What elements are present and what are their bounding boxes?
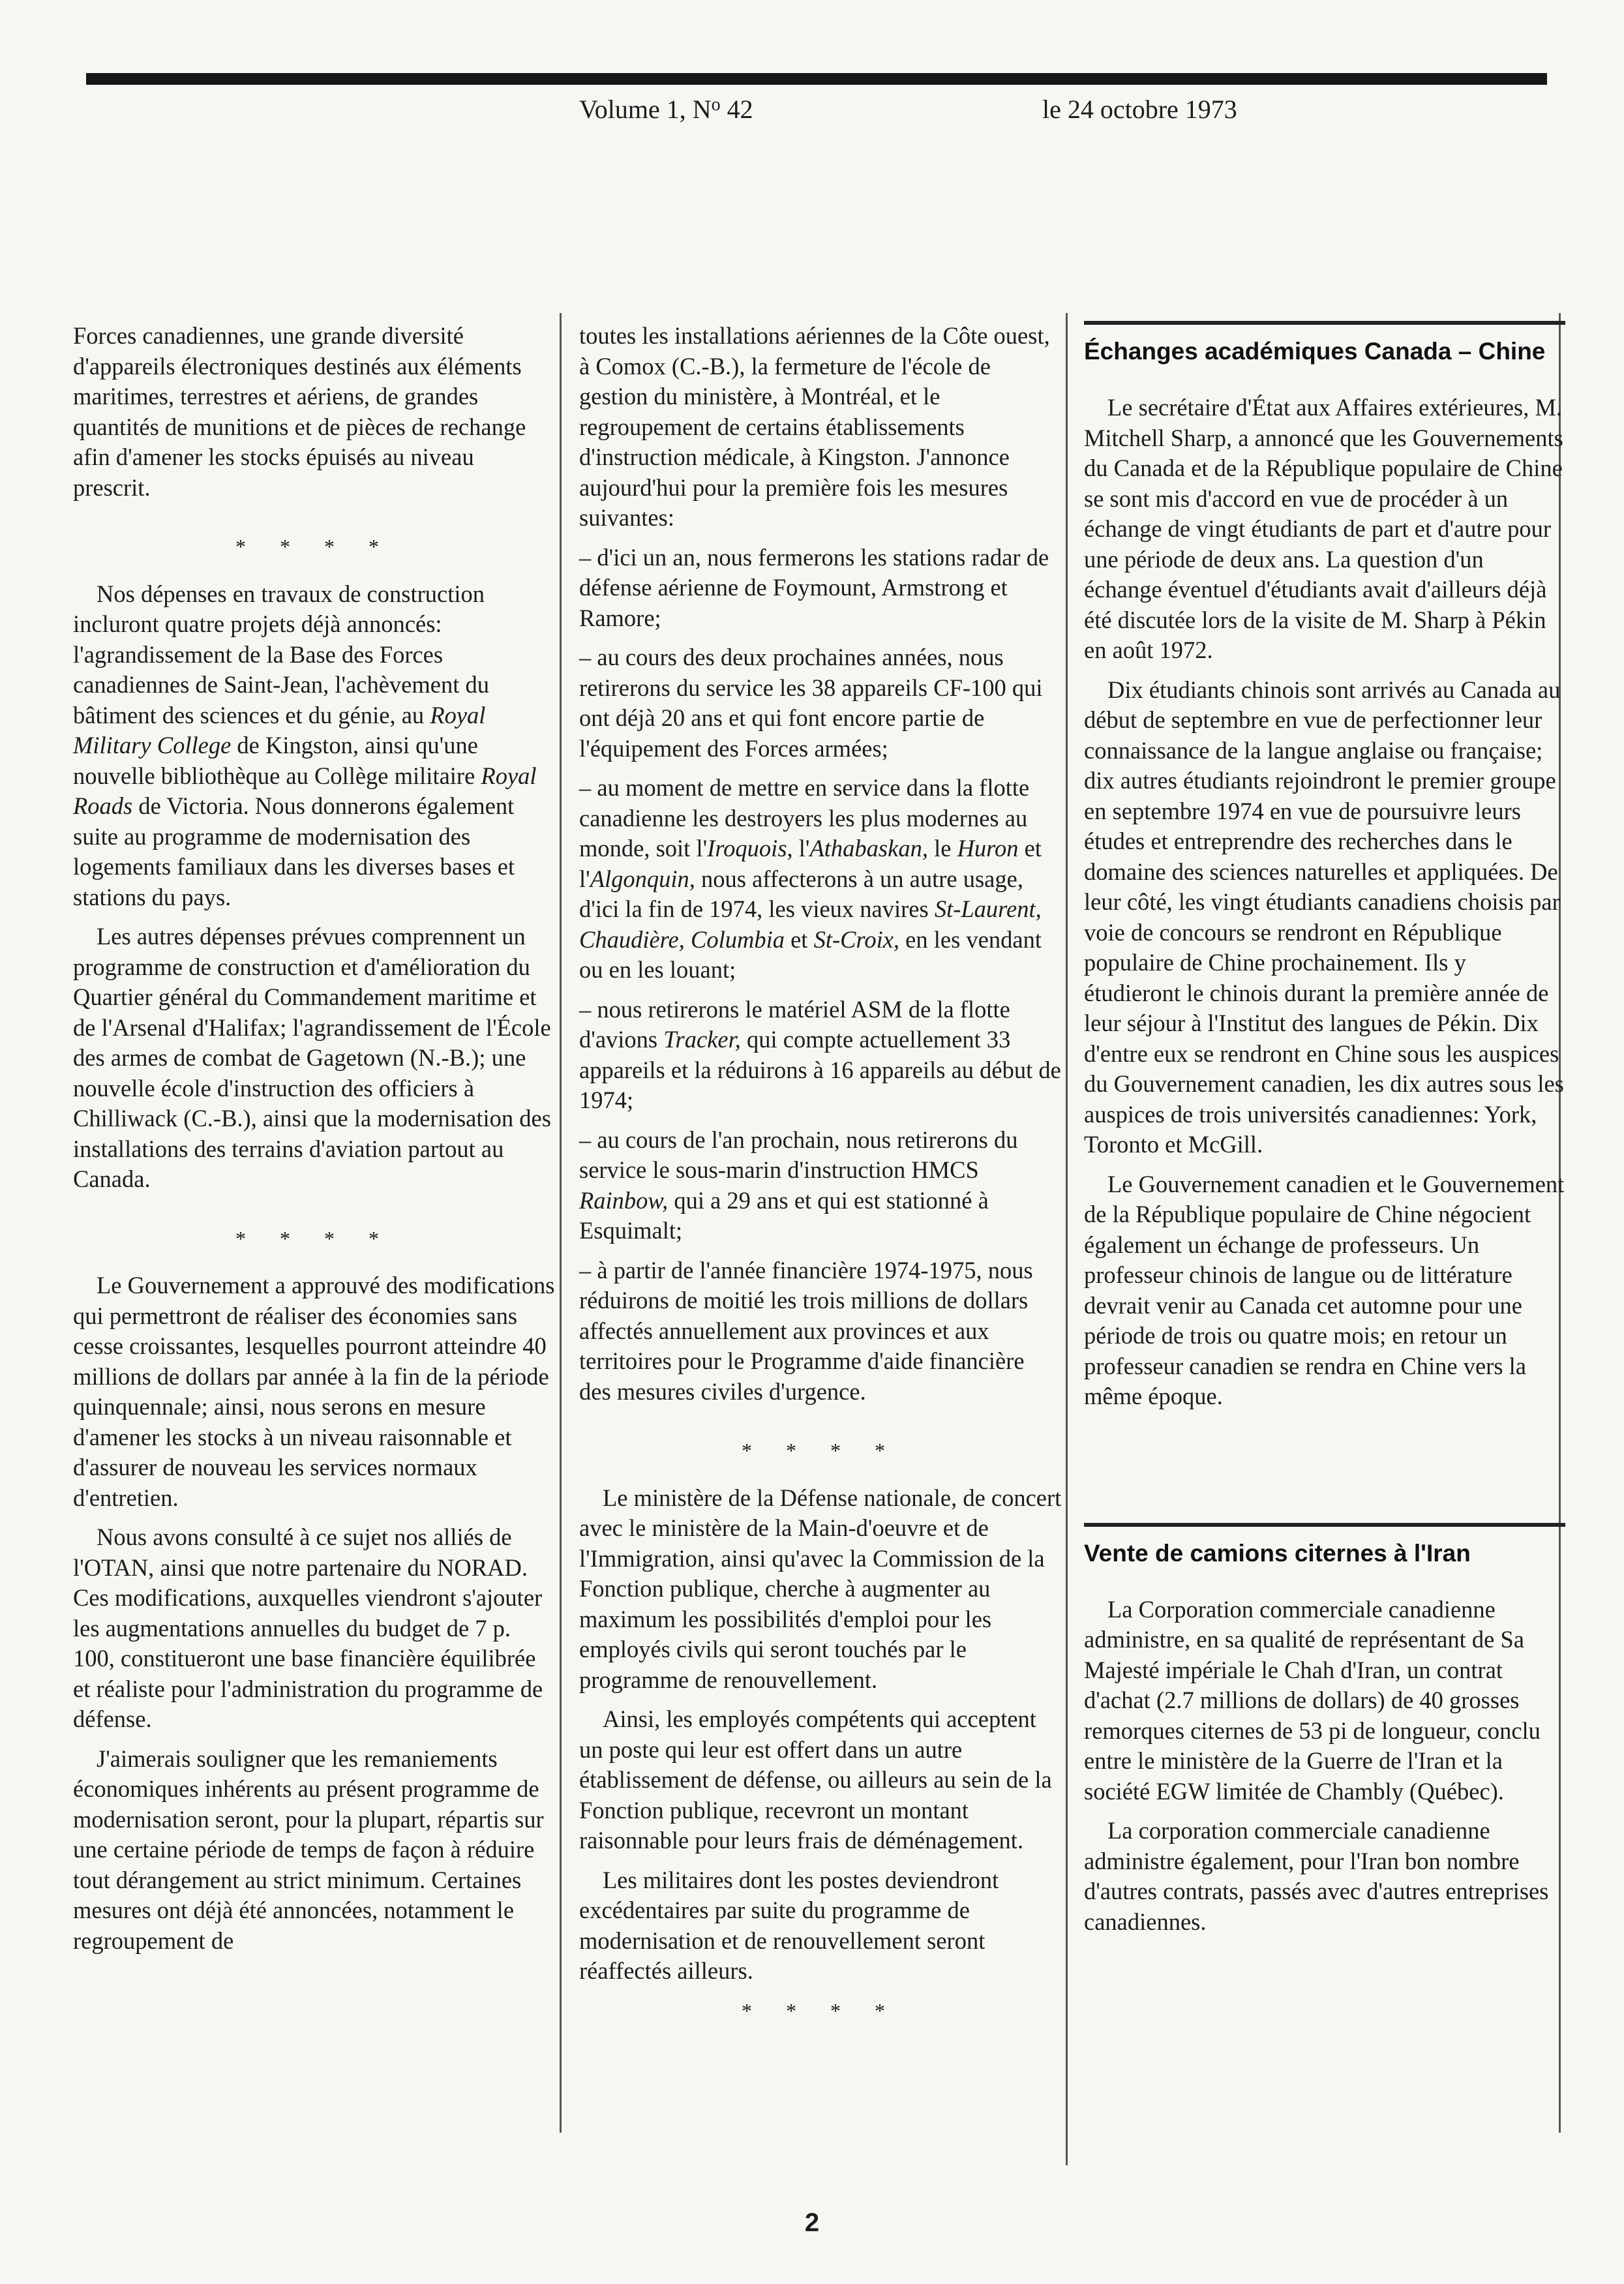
list-item: – à partir de l'année financière 1974-1975, nous réduirons de moitié les trois millions de dollars affectés annuellement aux provinces et aux territoires pour le Programme d'aide financière des mesures civiles d'urgence. bbox=[579, 1256, 1033, 1405]
column-3 bbox=[1084, 321, 1565, 1946]
list-item: – au cours de l'an prochain, nous retirerons du service le sous-marin d'instruction HMCS Rainbow, qui a 29 ans et qui est stationné à Esquimalt; bbox=[579, 1126, 1018, 1244]
paragraph: Nos dépenses en travaux de construction incluront quatre projets déjà annoncés: l'agrandissement de la Base des Forces canadiennes de Saint-Jean, l'achèvement du bâtiment des sciences et du génie, au Royal Military College de Kingston, ainsi qu'une nouvelle bibliothèque au Collège militaire Royal Roads de Victoria. Nous donnerons également suite au programme de modernisation des logements familiaux dans les diverses bases et stations du pays. bbox=[73, 580, 537, 910]
paragraph: Les autres dépenses prévues comprennent un programme de construction et d'amélioration du Quartier général du Commandement maritime et de l'Arsenal d'Halifax; l'agrandissement de l'École des armes de combat de Gagetown (N.-B.); une nouvelle école d'instruction des officiers à Chilliwack (C.-B.), ainsi que la modernisation des installations des terrains d'aviation partout au Canada. bbox=[73, 923, 551, 1192]
paragraph: Le ministère de la Défense nationale, de concert avec le ministère de la Main-d'oeuvre et de l'Immigration, ainsi qu'avec la Commission de la Fonction publique, cherche à augmenter au maximum les possibilités d'emploi pour les employés civils qui seront touchés par le programme de renouvellement. bbox=[579, 1484, 1062, 1693]
paragraph: Les militaires dont les postes deviendront excédentaires par suite du programme de modernisation et de renouvellement seront réaffectés ailleurs. bbox=[579, 1866, 999, 1984]
paragraph: Nous avons consulté à ce sujet nos alliés de l'OTAN, ainsi que notre partenaire du NORAD. Ces modifications, auxquelles viendront s'ajouter les augmentations annuelles du budget de 7 p. 100, constitueront une base financière équilibrée et réaliste pour l'administration du programme de défense. bbox=[73, 1524, 543, 1732]
paragraph: J'aimerais souligner que les remaniements économiques inhérents au présent programme de modernisation seront, pour la plupart, répartis sur une certaine période de temps de façon à réduire tout dérangement au strict minimum. Certaines mesures ont déjà été annoncées, notamment le regroupement de bbox=[73, 1745, 544, 1954]
issue-date: le 24 octobre 1973 bbox=[1042, 95, 1237, 124]
section-separator: * * * * bbox=[742, 1439, 899, 1462]
section-separator: * * * * bbox=[235, 1226, 393, 1250]
volume-number: Volume 1, $N^o$ 42 bbox=[579, 95, 753, 124]
column-1 bbox=[73, 321, 556, 1965]
paragraph: Le Gouvernement canadien et le Gouvernement de la République populaire de Chine négocient également un échange de professeurs. Un professeur chinois de langue ou de littérature devrait venir au Canada cet automne pour une période de trois ou quatre mois; en retour un professeur canadien se rendra en Chine vers la même époque. bbox=[1084, 1170, 1565, 1409]
column-divider bbox=[560, 313, 562, 2133]
list-item: – d'ici un an, nous fermerons les stations radar de défense aérienne de Foymount, Armstrong et Ramore; bbox=[579, 543, 1049, 631]
page-number: 2 bbox=[804, 2208, 820, 2237]
article-title: Vente de camions citernes à l'Iran bbox=[1084, 1523, 1565, 1569]
paragraph: Le Gouvernement a approuvé des modifications qui permettront de réaliser des économies sans cesse croissantes, lesquelles pourront atteindre 40 millions de dollars par année à la fin de la période quinquennale; ainsi, nous serons en mesure d'amener les stocks à un niveau raisonnable et d'assurer de nouveau les services normaux d'entretien. bbox=[73, 1272, 555, 1511]
section-separator: * * * * bbox=[742, 1998, 899, 2022]
paragraph: La corporation commerciale canadienne administre également, pour l'Iran bon nombre d'autres contrats, passés avec d'autres entreprises canadiennes. bbox=[1084, 1817, 1549, 1935]
page-header bbox=[0, 91, 1624, 130]
article-title: Échanges académiques Canada – Chine bbox=[1084, 321, 1565, 367]
column-divider bbox=[1066, 313, 1068, 2165]
top-rule bbox=[86, 73, 1547, 85]
paragraph: toutes les installations aériennes de la Côte ouest, à Comox (C.-B.), la fermeture de l'école de gestion du ministère, à Montréal, et le regroupement de certains établissements d'instruction médicale, à Kingston. J'annonce aujourd'hui pour la première fois les mesures suivantes: bbox=[579, 322, 1050, 531]
paragraph: La Corporation commerciale canadienne administre, en sa qualité de représentant de Sa Majesté impériale le Chah d'Iran, un contrat d'achat (2.7 millions de dollars) de 40 grosses remorques citernes de 53 pi de longueur, conclu entre le ministère de la Guerre de l'Iran et la société EGW limitée de Chambly (Québec). bbox=[1084, 1595, 1541, 1805]
paragraph: Le secrétaire d'État aux Affaires extérieures, M. Mitchell Sharp, a annoncé que les Gouvernements du Canada et de la République populaire de Chine se sont mis d'accord en vue de procéder à un échange de vingt étudiants de part et d'autre pour une période de deux ans. La question d'un échange éventuel d'étudiants avait d'ailleurs déjà été discutée lors de la visite de M. Sharp à Pékin en août 1972. bbox=[1084, 394, 1563, 663]
list-item: – nous retirerons le matériel ASM de la flotte d'avions Tracker, qui compte actuellement 33 appareils et la réduirons à 16 appareils au début de 1974; bbox=[579, 995, 1061, 1113]
paragraph: Ainsi, les employés compétents qui acceptent un poste qui leur est offert dans un autre établissement de défense, ou ailleurs au sein de la Fonction publique, recevront un montant raisonnable pour leurs frais de déménagement. bbox=[579, 1705, 1052, 1854]
paragraph: Forces canadiennes, une grande diversité d'appareils électroniques destinés aux éléments maritimes, terrestres et aériens, de grandes quantités de munitions et de pièces de rechange afin d'amener les stocks épuisés au niveau prescrit. bbox=[73, 322, 526, 501]
paragraph: Dix étudiants chinois sont arrivés au Canada au début de septembre en vue de perfectionner leur connaissance de la langue anglaise ou française; dix autres étudiants rejoindront le premier groupe en septembre 1974 en vue de poursuivre leurs études et entreprendre des recherches dans le domaine des sciences naturelles et appliquées. De leur côté, les vingt étudiants canadiens choisis par voie de concours se rendront en République populaire de Chine prochainement. Ils y étudieront le chinois durant la première année de leur séjour à l'Institut des langues de Pékin. Dix d'entre eux se rendront en Chine sous les auspices du Gouvernement canadien, les dix autres sous les auspices de trois universités canadiennes: York, Toronto et McGill. bbox=[1084, 676, 1564, 1158]
list-item: – au moment de mettre en service dans la flotte canadienne les destroyers les plus modernes au monde, soit l'Iroquois, l'Athabaskan, le Huron et l'Algonquin, nous affecterons à un autre usage, d'ici la fin de 1974, les vieux navires St-Laurent, Chaudière, Columbia et St-Croix, en les vendant ou en les louant; bbox=[579, 774, 1042, 983]
column-2 bbox=[579, 321, 1062, 2043]
list-item: – au cours des deux prochaines années, nous retirerons du service les 38 appareils CF-100 qui ont déjà 20 ans et qui font encore partie de l'équipement des Forces armées; bbox=[579, 644, 1043, 762]
section-separator: * * * * bbox=[235, 535, 393, 558]
